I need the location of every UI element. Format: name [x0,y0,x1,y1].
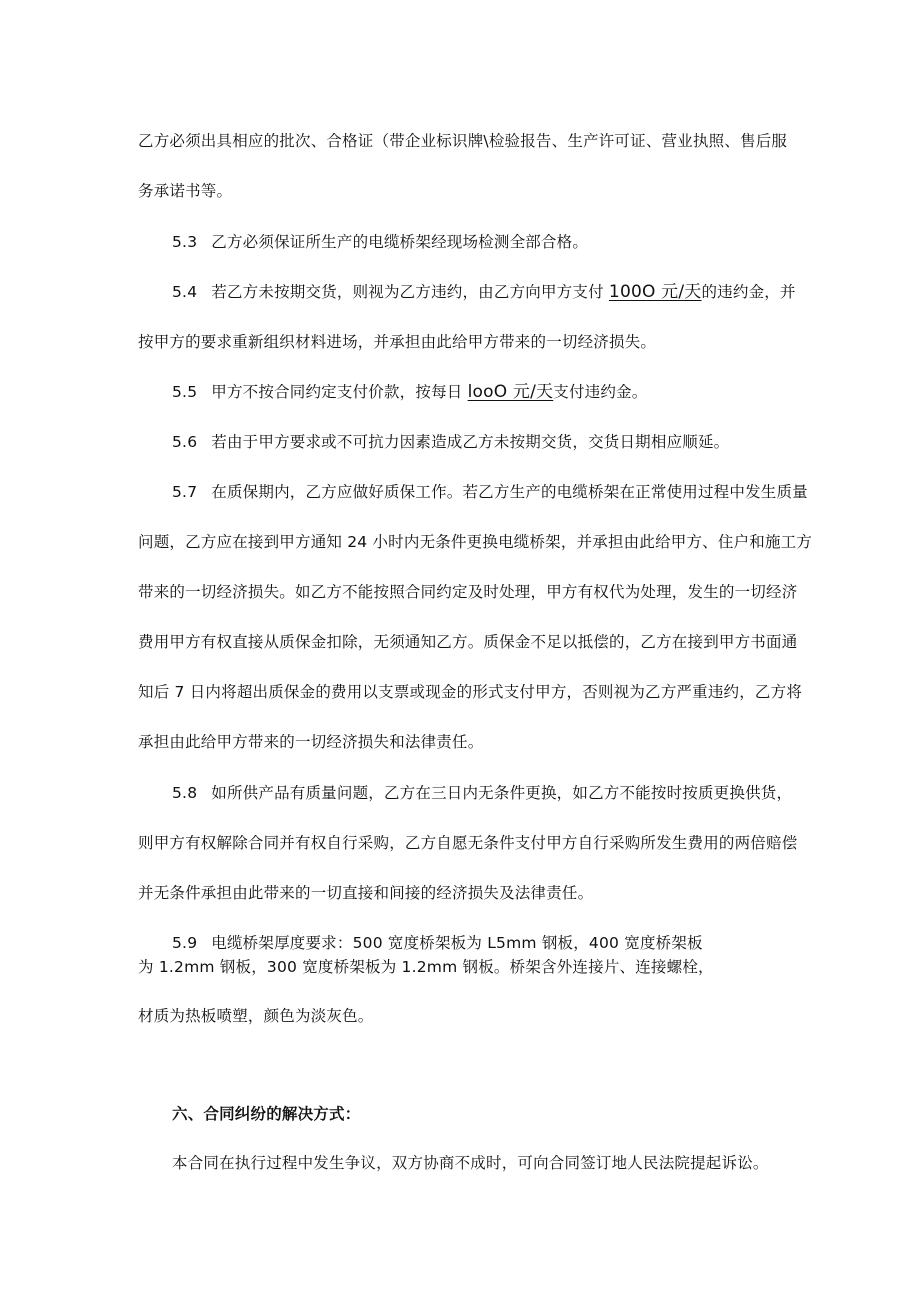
clause-text: 若由于甲方要求或不可抗力因素造成乙方未按期交货，交货日期相应顺延。 [211,433,730,451]
clause-5-4-line-2: 按甲方的要求重新组织材料进场，并承担由此给甲方带来的一切经济损失。 [138,333,657,351]
clause-5-7-line-6: 承担由此给甲方带来的一切经济损失和法律责任。 [138,733,484,751]
clause-5-9-line-3: 材质为热板喷塑，颜色为淡灰色。 [138,1007,374,1025]
clause-5-9-line-2: 为 1.2mm 钢板，300 宽度桥架板为 1.2mm 钢板。桥架含外连接片、连接螺栓， [138,958,714,976]
clause-number: 5.7 [172,483,198,501]
intro-line-1: 乙方必须出具相应的批次、合格证（带企业标识牌\检验报告、生产许可证、营业执照、售后服 [138,132,788,150]
clause-text: 乙方必须保证所生产的电缆桥架经现场检测全部合格。 [211,233,589,251]
clause-5-7-line-5: 知后 7 日内将超出质保金的费用以支票或现金的形式支付甲方，否则视为乙方严重违约，乙方将 [138,683,803,701]
clause-text: 在质保期内，乙方应做好质保工作。若乙方生产的电缆桥架在正常使用过程中发生质量 [211,483,808,501]
clause-5-6 [172,432,729,452]
section-6-text: 本合同在执行过程中发生争议，双方协商不成时，可向合同签订地人民法院提起诉讼。 [172,1154,769,1172]
clause-5-7 [172,482,808,502]
clause-number: 5.3 [172,233,198,251]
clause-5-5 [172,382,647,402]
clause-5-9 [172,933,703,953]
clause-number: 5.6 [172,433,198,451]
clause-5-3 [172,232,588,252]
clause-text: 的违约金，并 [701,283,796,301]
penalty-amount: 100O 元/天 [608,282,702,302]
section-6-heading: 六、合同纠纷的解决方式： [172,1105,361,1123]
clause-5-8 [172,783,792,803]
clause-5-7-line-4: 费用甲方有权直接从质保金扣除，无须通知乙方。质保金不足以抵偿的，乙方在接到甲方书面通 [138,633,798,651]
clause-text: 支付违约金。 [553,383,648,401]
clause-text: 甲方不按合同约定支付价款，按每日 [211,383,463,401]
clause-number: 5.5 [172,383,198,401]
clause-number: 5.4 [172,283,198,301]
clause-5-8-line-2: 则甲方有权解除合同并有权自行采购，乙方自愿无条件支付甲方自行采购所发生费用的两倍赔偿 [138,834,798,852]
clause-text: 如所供产品有质量问题，乙方在三日内无条件更换，如乙方不能按时按质更换供货， [211,784,793,802]
clause-5-8-line-3: 并无条件承担由此带来的一切直接和间接的经济损失及法律责任。 [138,884,594,902]
clause-5-7-line-3: 带来的一切经济损失。如乙方不能按照合同约定及时处理，甲方有权代为处理，发生的一切经济 [138,583,798,601]
clause-number: 5.9 [172,934,198,952]
clause-5-7-line-2: 问题，乙方应在接到甲方通知 24 小时内无条件更换电缆桥架，并承担由此给甲方、住户和施工方 [138,533,813,551]
clause-5-4 [172,282,796,302]
intro-line-2: 务承诺书等。 [138,182,233,200]
clause-text: 电缆桥架厚度要求：500 宽度桥架板为 L5mm 钢板，400 宽度桥架板 [211,934,703,952]
clause-text: 若乙方未按期交货，则视为乙方违约，由乙方向甲方支付 [211,283,604,301]
penalty-amount: looO 元/天 [467,382,554,402]
clause-number: 5.8 [172,784,198,802]
